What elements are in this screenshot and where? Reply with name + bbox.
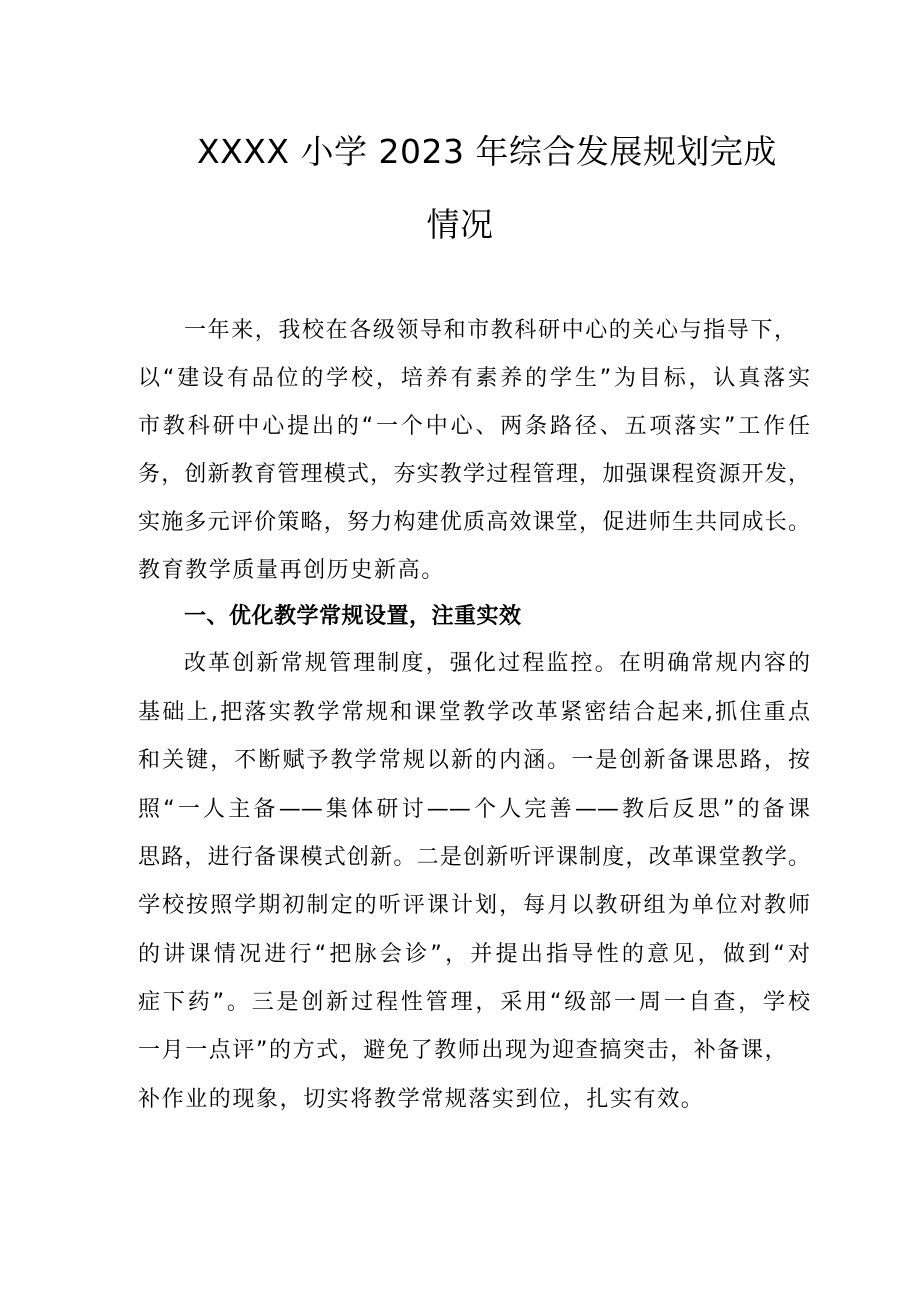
intro-line-5: 实施多元评价策略，努力构建优质高效课堂，促进师生共同成长。 [138, 510, 810, 535]
section-1-line-9: 一月一点评”的方式，避免了教师出现为迎查搞突击，补备课， [138, 1038, 789, 1063]
section-1-line-6: 学校按照学期初制定的听评课计划，每月以教研组为单位对教师 [138, 893, 810, 918]
section-1-line-2: 基础上,把落实教学常规和课堂教学改革紧密结合起来,抓住重点 [138, 700, 810, 725]
document-title-line-2: 情况 [426, 205, 494, 244]
section-1-line-8: 症下药”。三是创新过程性管理，采用“级部一周一自查，学校 [138, 990, 810, 1015]
document-title-line-1: XXXX 小学 2023 年综合发展规划完成 [197, 132, 777, 171]
intro-line-2: 以“建设有品位的学校，培养有素养的学生”为目标，认真落实 [138, 366, 810, 391]
section-1-line-7: 的讲课情况进行“把脉会诊”，并提出指导性的意见，做到“对 [138, 942, 810, 967]
section-1-line-5: 思路，进行备课模式创新。二是创新听评课制度，改革课堂教学。 [138, 845, 810, 870]
intro-line-4: 务，创新教育管理模式，夯实教学过程管理，加强课程资源开发， [138, 462, 810, 487]
intro-line-1: 一年来，我校在各级领导和市教科研中心的关心与指导下， [184, 318, 798, 343]
section-1-line-4: 照“一人主备——集体研讨——个人完善——教后反思”的备课 [138, 797, 810, 822]
section-1-line-3: 和关键，不断赋予教学常规以新的内涵。一是创新备课思路，按 [138, 748, 810, 773]
section-1-line-1: 改革创新常规管理制度，强化过程监控。在明确常规内容的 [184, 651, 810, 676]
intro-line-3: 市教科研中心提出的“一个中心、两条路径、五项落实”工作任 [138, 414, 810, 439]
section-1-heading: 一、优化教学常规设置，注重实效 [184, 604, 522, 629]
intro-line-6: 教育教学质量再创历史新高。 [138, 558, 445, 583]
section-1-line-10: 补作业的现象，切实将教学常规落实到位，扎实有效。 [138, 1087, 705, 1112]
